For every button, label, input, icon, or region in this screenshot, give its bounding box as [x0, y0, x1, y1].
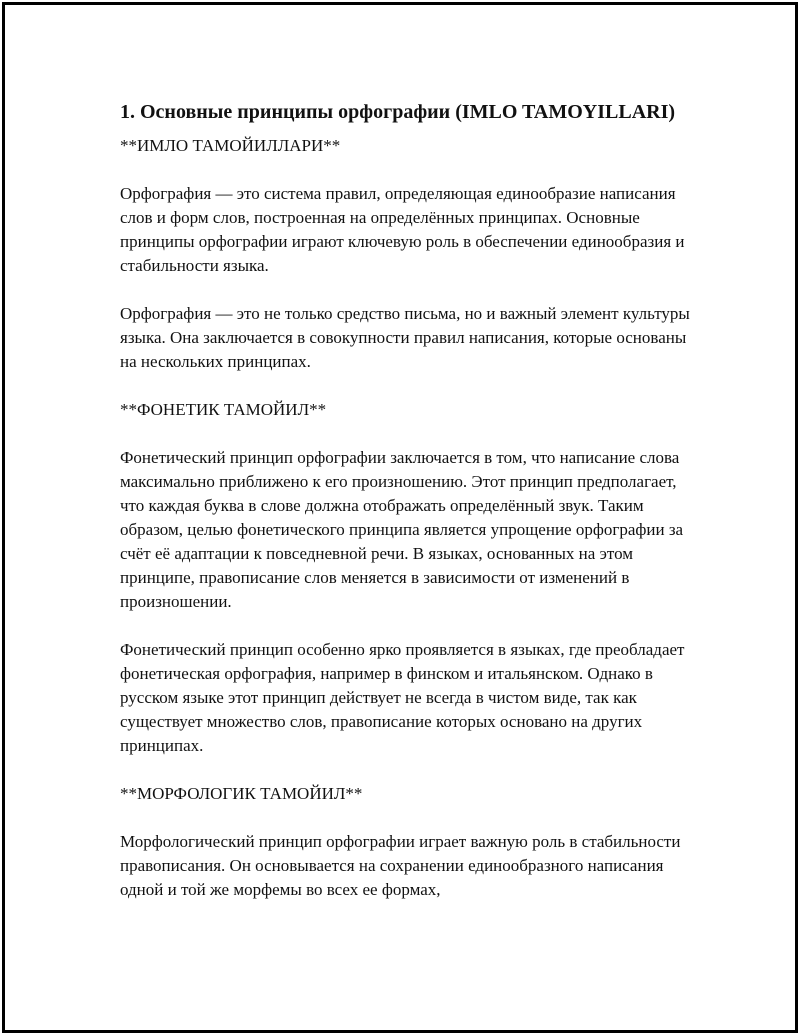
document-title: 1. Основные принципы орфографии (IMLO TAMOYILLARI) [120, 101, 676, 123]
phonetic-paragraph-1: Фонетический принцип орфографии заключается в том, что написание слова максимально приближено к его произношению. Этот принцип предполагает, что каждая буква в слове должна отображать определённый звук. Таким образом, целью фонетического принципа является упрощение орфографии за счёт её адаптации к повседневной речи. В языках, основанных на этом принципе, правописание слов меняется в зависимости от изменений в произношении. [120, 448, 684, 611]
section-heading-morphological: **МОРФОЛОГИК ТАМОЙИЛ** [120, 784, 363, 803]
document-subtitle: **ИМЛО ТАМОЙИЛЛАРИ** [120, 136, 341, 155]
intro-paragraph-1: Орфография — это система правил, определяющая единообразие написания слов и форм слов, построенная на определённых принципах. Основные принципы орфографии играют ключевую роль в обеспечении единообразия и стабильности языка. [120, 184, 685, 275]
section-heading-phonetic: **ФОНЕТИК ТАМОЙИЛ** [120, 400, 327, 419]
phonetic-paragraph-2: Фонетический принцип особенно ярко проявляется в языках, где преобладает фонетическая орфография, например в финском и итальянском. Однако в русском языке этот принцип действует не всегда в чистом виде, так как существует множество слов, правописание которых основано на других принципах. [120, 640, 685, 755]
morphological-paragraph-1: Морфологический принцип орфографии играет важную роль в стабильности правописания. Он основывается на сохранении единообразного написания одной и той же морфемы во всех ее формах, [120, 832, 681, 899]
page-frame [2, 2, 798, 1033]
intro-paragraph-2: Орфография — это не только средство письма, но и важный элемент культуры языка. Она заключается в совокупности правил написания, которые основаны на нескольких принципах. [120, 304, 690, 371]
document-body [120, 98, 700, 926]
